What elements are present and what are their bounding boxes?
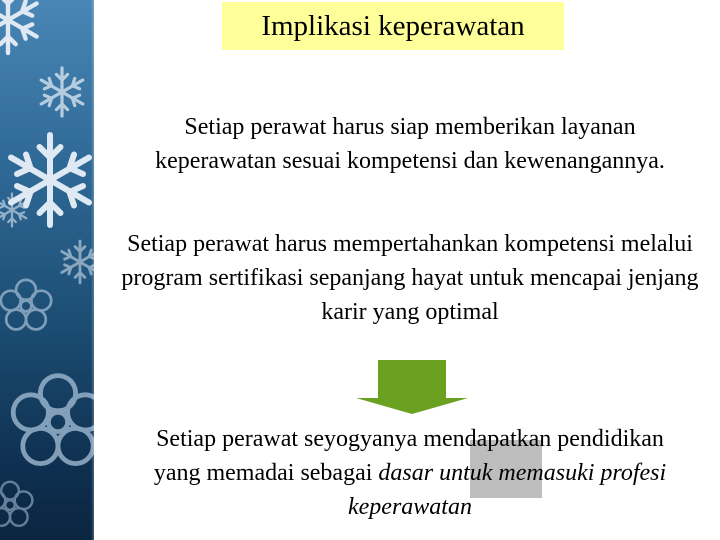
paragraph-3 xyxy=(130,422,690,524)
paragraph-3-regular-text: Setiap perawat seyogyanya mendapatkan pendidikan yang memadai sebagai xyxy=(153,426,664,486)
paragraph-1: Setiap perawat harus siap memberikan layanan keperawatan sesuai kompetensi dan kewenangannya. xyxy=(155,114,665,174)
snowflake-side-panel xyxy=(0,0,94,540)
paragraph-2: Setiap perawat harus mempertahankan kompetensi melalui program sertifikasi sepanjang hayat untuk mencapai jenjang karir yang optimal xyxy=(121,231,699,325)
slide-title: Implikasi keperawatan xyxy=(222,2,564,50)
down-arrow-icon xyxy=(354,360,470,416)
paragraph-3-italic-text: dasar untuk memasuki profesi keperawatan xyxy=(348,460,667,520)
snowflake-pattern-icon xyxy=(0,0,94,540)
